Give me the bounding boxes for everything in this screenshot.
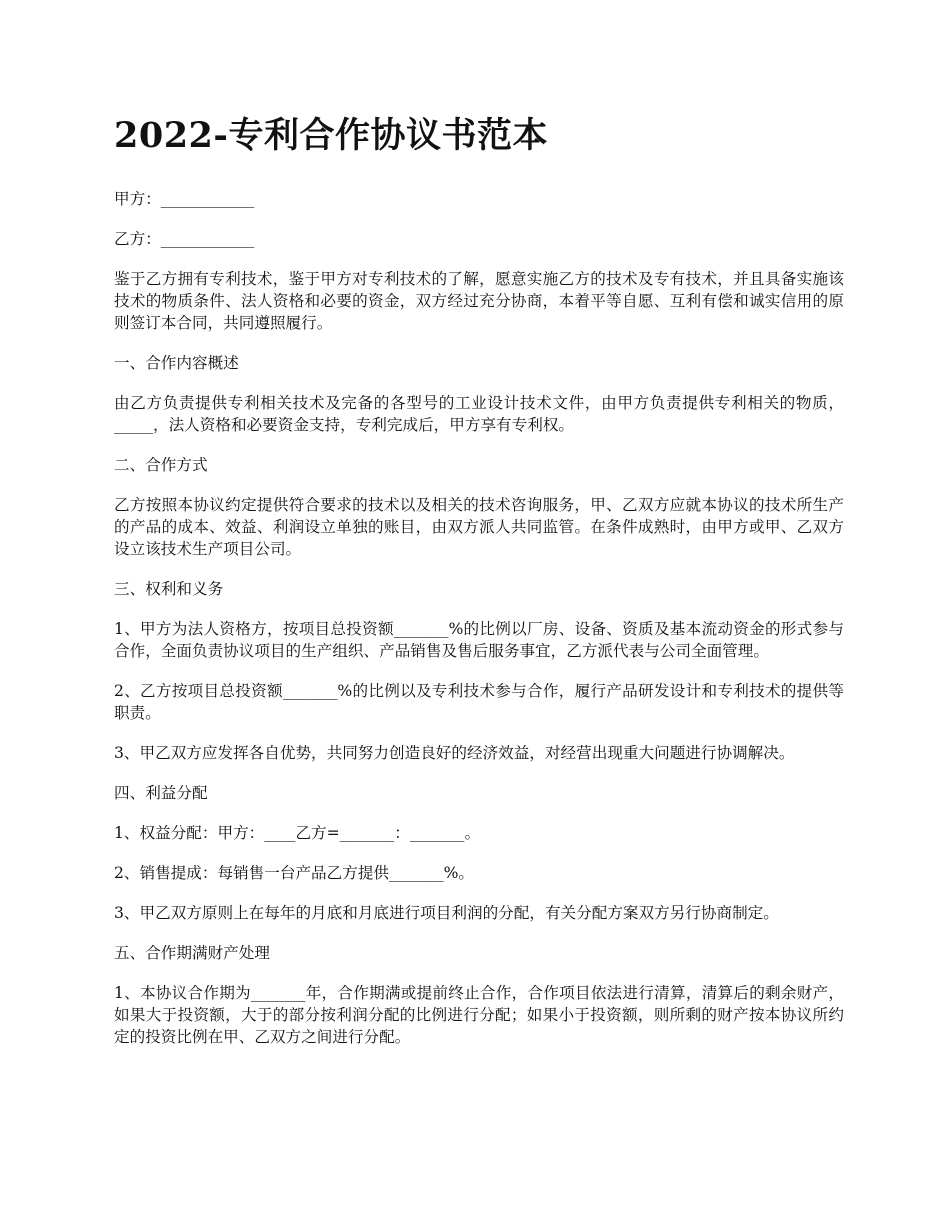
section-4-paragraph-1: 1、权益分配：甲方：____乙方=_______：_______。: [114, 824, 481, 842]
document-title: 2022-专利合作协议书范本: [114, 115, 548, 156]
intro-paragraph: 鉴于乙方拥有专利技术，鉴于甲方对专利技术的了解，愿意实施乙方的技术及专有技术，并且具备实施该技术的物质条件、法人资格和必要的资金，双方经过充分协商，本着平等自愿、互利有偿和诚实信用的原则签订本合同，共同遵照履行。: [114, 270, 844, 332]
section-heading-3: 三、权利和义务: [114, 580, 224, 598]
section-2-paragraph-1: 乙方按照本协议约定提供符合要求的技术以及相关的技术咨询服务，甲、乙双方应就本协议的技术所生产的产品的成本、效益、利润设立单独的账目，由双方派人共同监管。在条件成熟时，由甲方或甲、乙双方设立该技术生产项目公司。: [114, 496, 844, 558]
section-heading-2: 二、合作方式: [114, 456, 208, 474]
section-heading-5: 五、合作期满财产处理: [114, 944, 270, 962]
section-3-paragraph-2: 2、乙方按项目总投资额_______%的比例以及专利技术参与合作，履行产品研发设计和专利技术的提供等职责。: [114, 682, 844, 722]
section-1-paragraph-1: 由乙方负责提供专利相关技术及完备的各型号的工业设计技术文件，由甲方负责提供专利相关的物质，_____，法人资格和必要资金支持，专利完成后，甲方享有专利权。: [114, 394, 844, 434]
section-5-paragraph-1: 1、本协议合作期为_______年，合作期满或提前终止合作，合作项目依法进行清算，清算后的剩余财产，如果大于投资额，大于的部分按利润分配的比例进行分配；如果小于投资额，则所剩的财产按本协议所约定的投资比例在甲、乙双方之间进行分配。: [114, 984, 844, 1046]
party-b-line: 乙方：____________: [114, 230, 255, 248]
party-a-line: 甲方：____________: [114, 190, 255, 208]
section-3-paragraph-3: 3、甲乙双方应发挥各自优势，共同努力创造良好的经济效益，对经营出现重大问题进行协调解决。: [114, 744, 795, 762]
document-page: [114, 110, 844, 1066]
section-4-paragraph-3: 3、甲乙双方原则上在每年的月底和月底进行项目利润的分配，有关分配方案双方另行协商制定。: [114, 904, 779, 922]
section-heading-1: 一、合作内容概述: [114, 354, 239, 372]
section-3-paragraph-1: 1、甲方为法人资格方，按项目总投资额_______%的比例以厂房、设备、资质及基本流动资金的形式参与合作，全面负责协议项目的生产组织、产品销售及售后服务事宜，乙方派代表与公司全面管理。: [114, 620, 844, 660]
section-heading-4: 四、利益分配: [114, 784, 208, 802]
section-4-paragraph-2: 2、销售提成：每销售一台产品乙方提供_______%。: [114, 864, 475, 882]
